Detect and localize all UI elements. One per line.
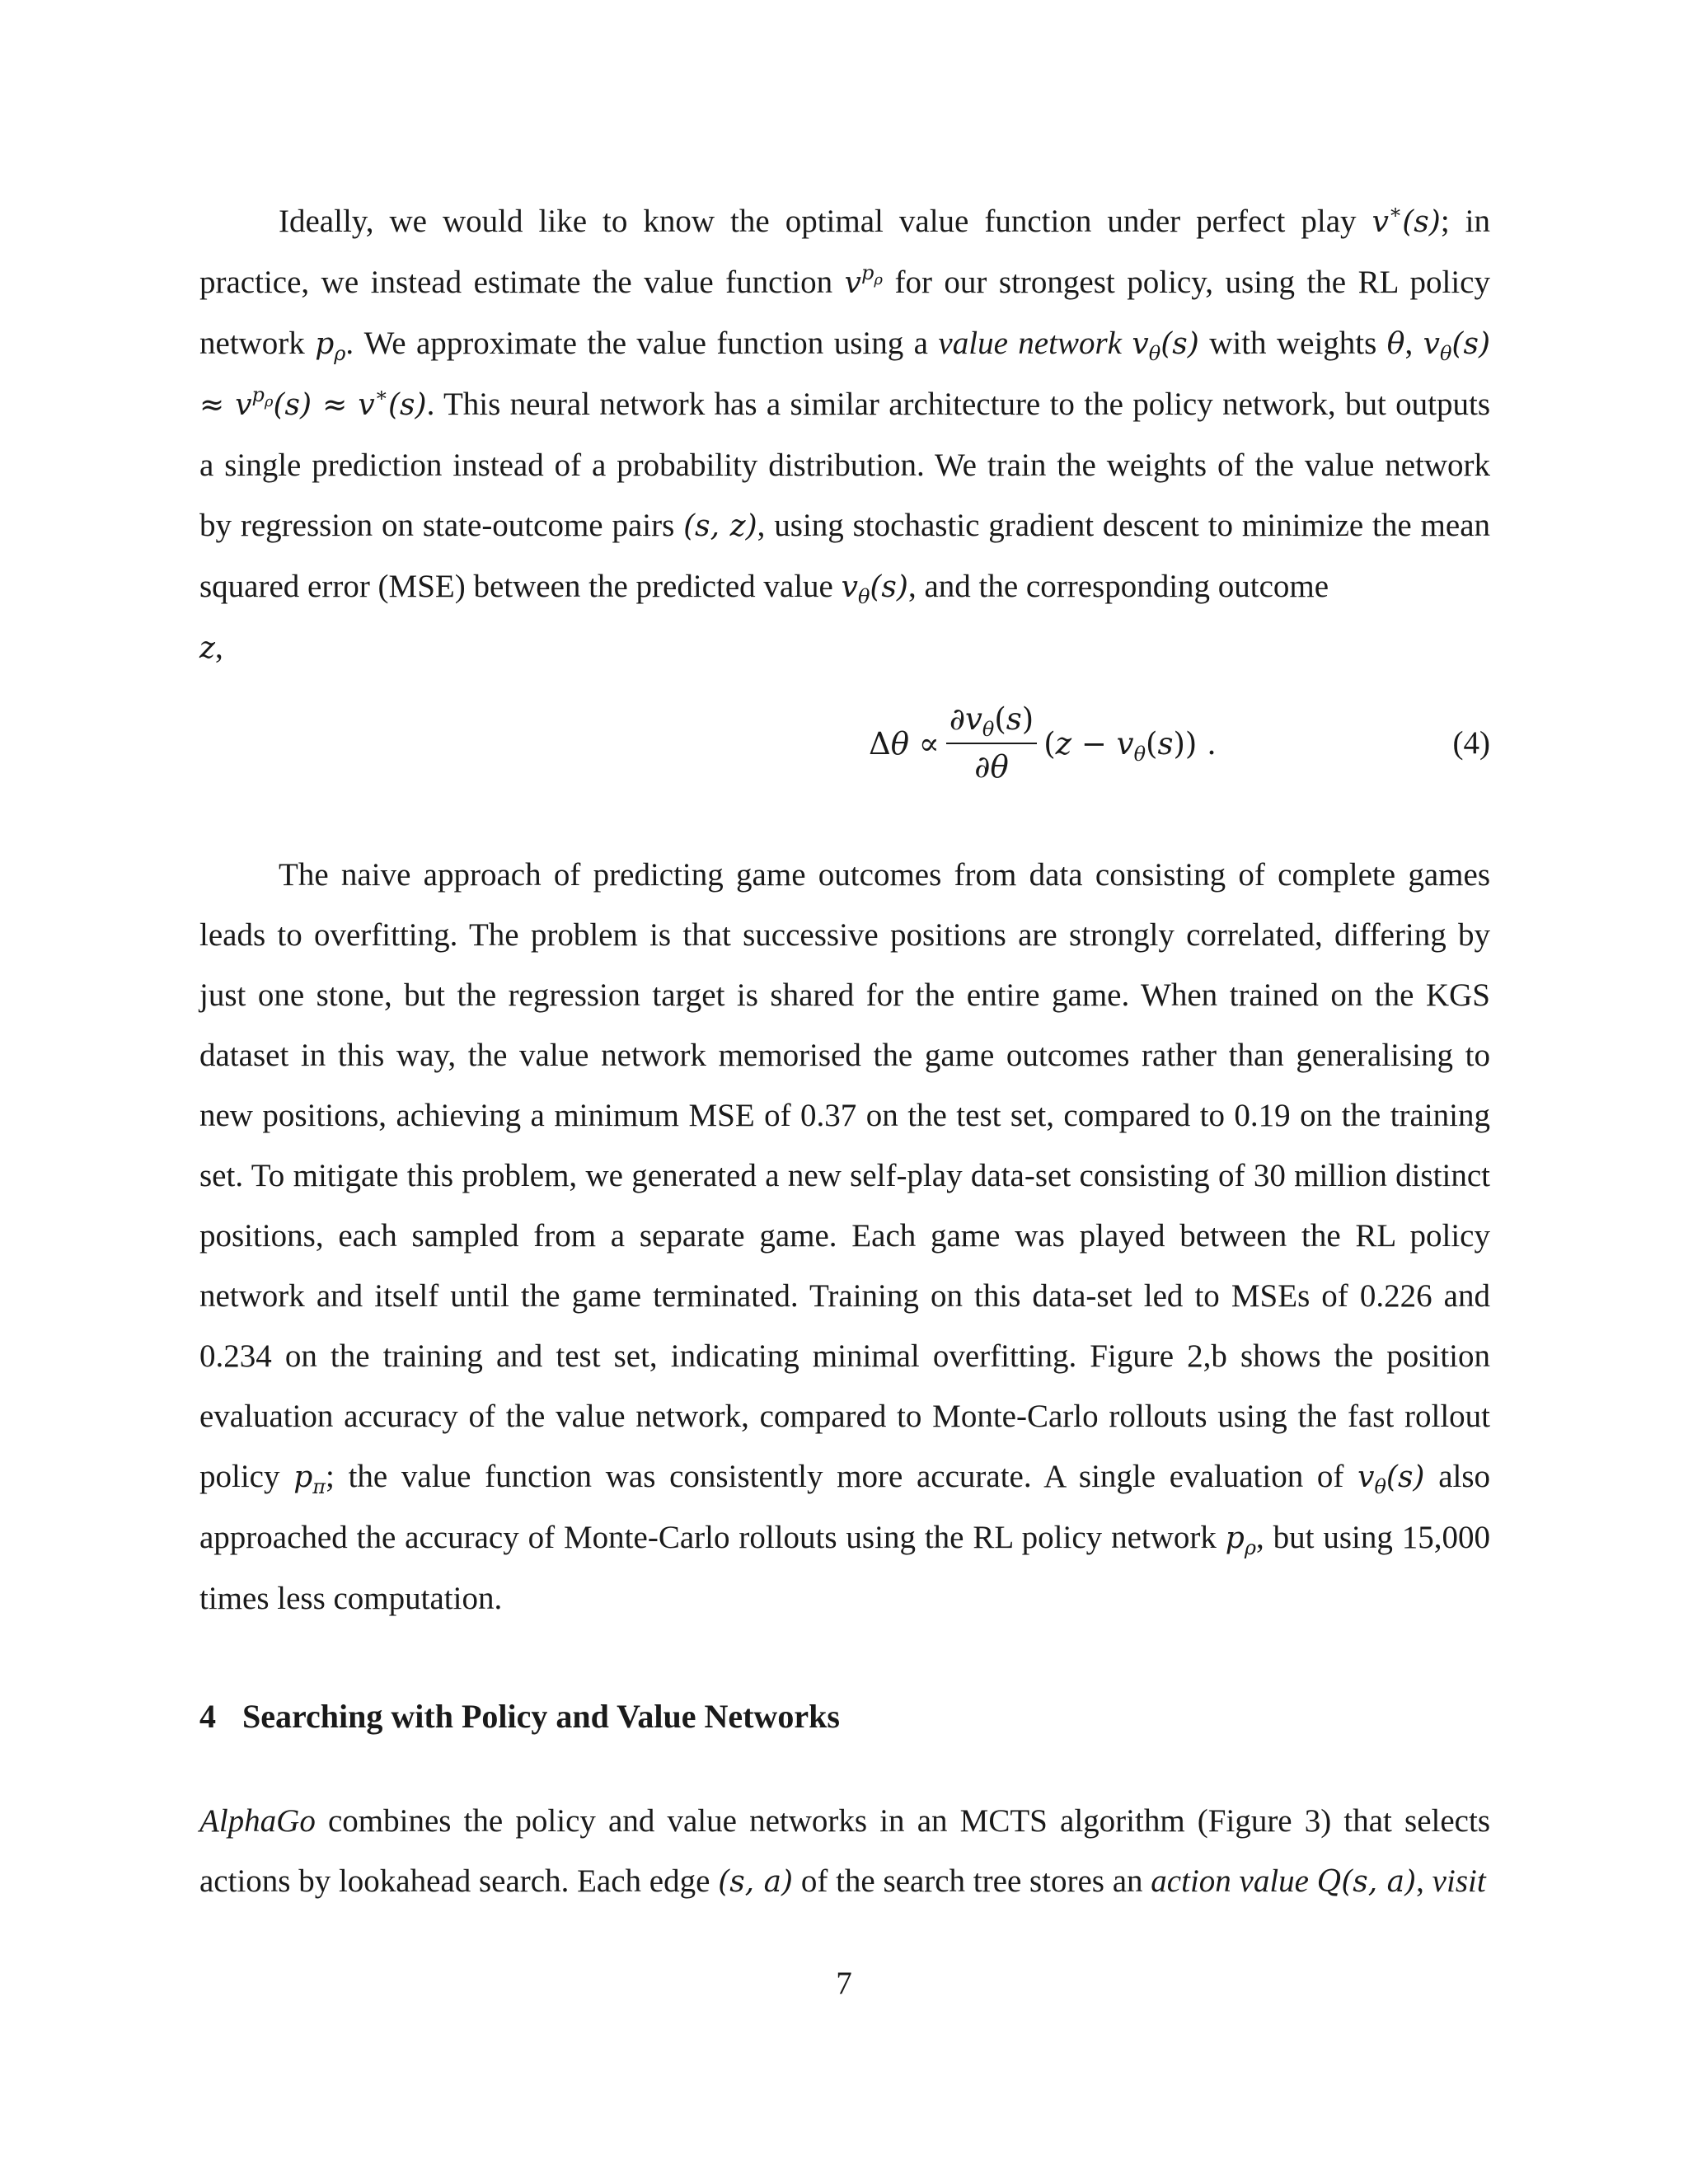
paragraph-value-network: Ideally, we would like to know the optimal value function under perfect play v∗(s); in practice, we instead estimate the value function $v^{p_\rho}$ for our strongest policy, using the RL policy network $p_\rho$. We approximate the value function using a value network $v_\theta(s)$ with weights θ, $v_\theta(s) \approx v^{p_\rho}(s) \approx v^∗(s)$. This neural network has a similar architecture to the policy network, but outputs a single prediction instead of a probability distribution. We train the weights of the value network by regression on state-outcome pairs (s, z), using stochastic gradient descent to minimize the mean squared error (MSE) between the predicted value $v_\theta(s)$, and the corresponding outcome z, (199, 200, 1491, 665)
math-p-rho: $p_\rho$ (1225, 1521, 1256, 1559)
math-s-z-pair: (s, z) (683, 509, 757, 543)
math-v-theta-s: $v_\theta(s)$ (841, 570, 908, 608)
section-heading (199, 1694, 840, 1739)
math-q-s-a: Q(s, a) (1316, 1865, 1417, 1899)
math-p-rho: $p_\rho$ (315, 327, 346, 365)
paragraph-overfitting: The naive approach of predicting game outcomes from data consisting of complete games leads to overfitting. The problem is that successive positions are strongly correlated, differing by just one stone, but the regression target is shared for the entire game. When trained on the KGS dataset in this way, the value network memorised the game outcomes rather than generalising to new positions, achieving a minimum MSE of 0.37 on the test set, compared to 0.19 on the training set. To mitigate this problem, we generated a new self-play data-set consisting of 30 million distinct positions, each sampled from a separate game. Each game was played between the RL policy network and itself until the game terminated. Training on this data-set led to MSEs of 0.226 and 0.234 on the training and test set, indicating minimal overfitting. Figure 2,b shows the position evaluation accuracy of the value network, compared to Monte-Carlo rollouts using the fast rollout policy $p_\pi$; the value function was consistently more accurate. A single evaluation of $v_\theta(s)$ also approached the accuracy of Monte-Carlo rollouts using the RL policy network $p_\rho$, but using 15,000 times less computation. (199, 857, 1491, 1616)
equation-body (869, 686, 1217, 801)
equation-rhs: $(z - v_\theta(s))$ . (1043, 725, 1217, 766)
math-v-theta-s: $v_\theta(s)$ (1132, 327, 1199, 365)
section-title: Searching with Policy and Value Networks (242, 1698, 840, 1735)
math-v-theta-s: $v_\theta(s)$ (1357, 1460, 1425, 1498)
equation-lhs: Δθ ∝ (869, 725, 940, 762)
fraction-denominator: ∂θ (974, 749, 1009, 785)
math-z: z (199, 631, 215, 665)
math-theta: θ (1386, 327, 1405, 361)
paragraph-alphago-mcts: AlphaGo combines the policy and value networks in an MCTS algorithm (Figure 3) that selects actions by lookahead search. Each edge (s, a) of the search tree stores an action value Q(s, a), visit (199, 1803, 1490, 1899)
equation-4 (199, 686, 1490, 801)
equation-fraction (946, 696, 1037, 790)
math-p-pi: $p_\pi$ (293, 1460, 326, 1498)
section-number: 4 (199, 1698, 216, 1735)
page-number: 7 (836, 1966, 852, 2001)
equation-number: (4) (1452, 725, 1490, 761)
math-s-a-edge: (s, a) (718, 1865, 794, 1899)
math-v-star-s: v∗(s) (1372, 200, 1441, 239)
fraction-numerator: $\partial v_\theta(s)$ (946, 696, 1037, 744)
math-v-p-rho: $v^{p_\rho}$ (844, 261, 883, 300)
math-approx-chain: $v_\theta(s) \approx v^{p_\rho}(s) \approx v^∗(s)$ (199, 327, 1490, 422)
